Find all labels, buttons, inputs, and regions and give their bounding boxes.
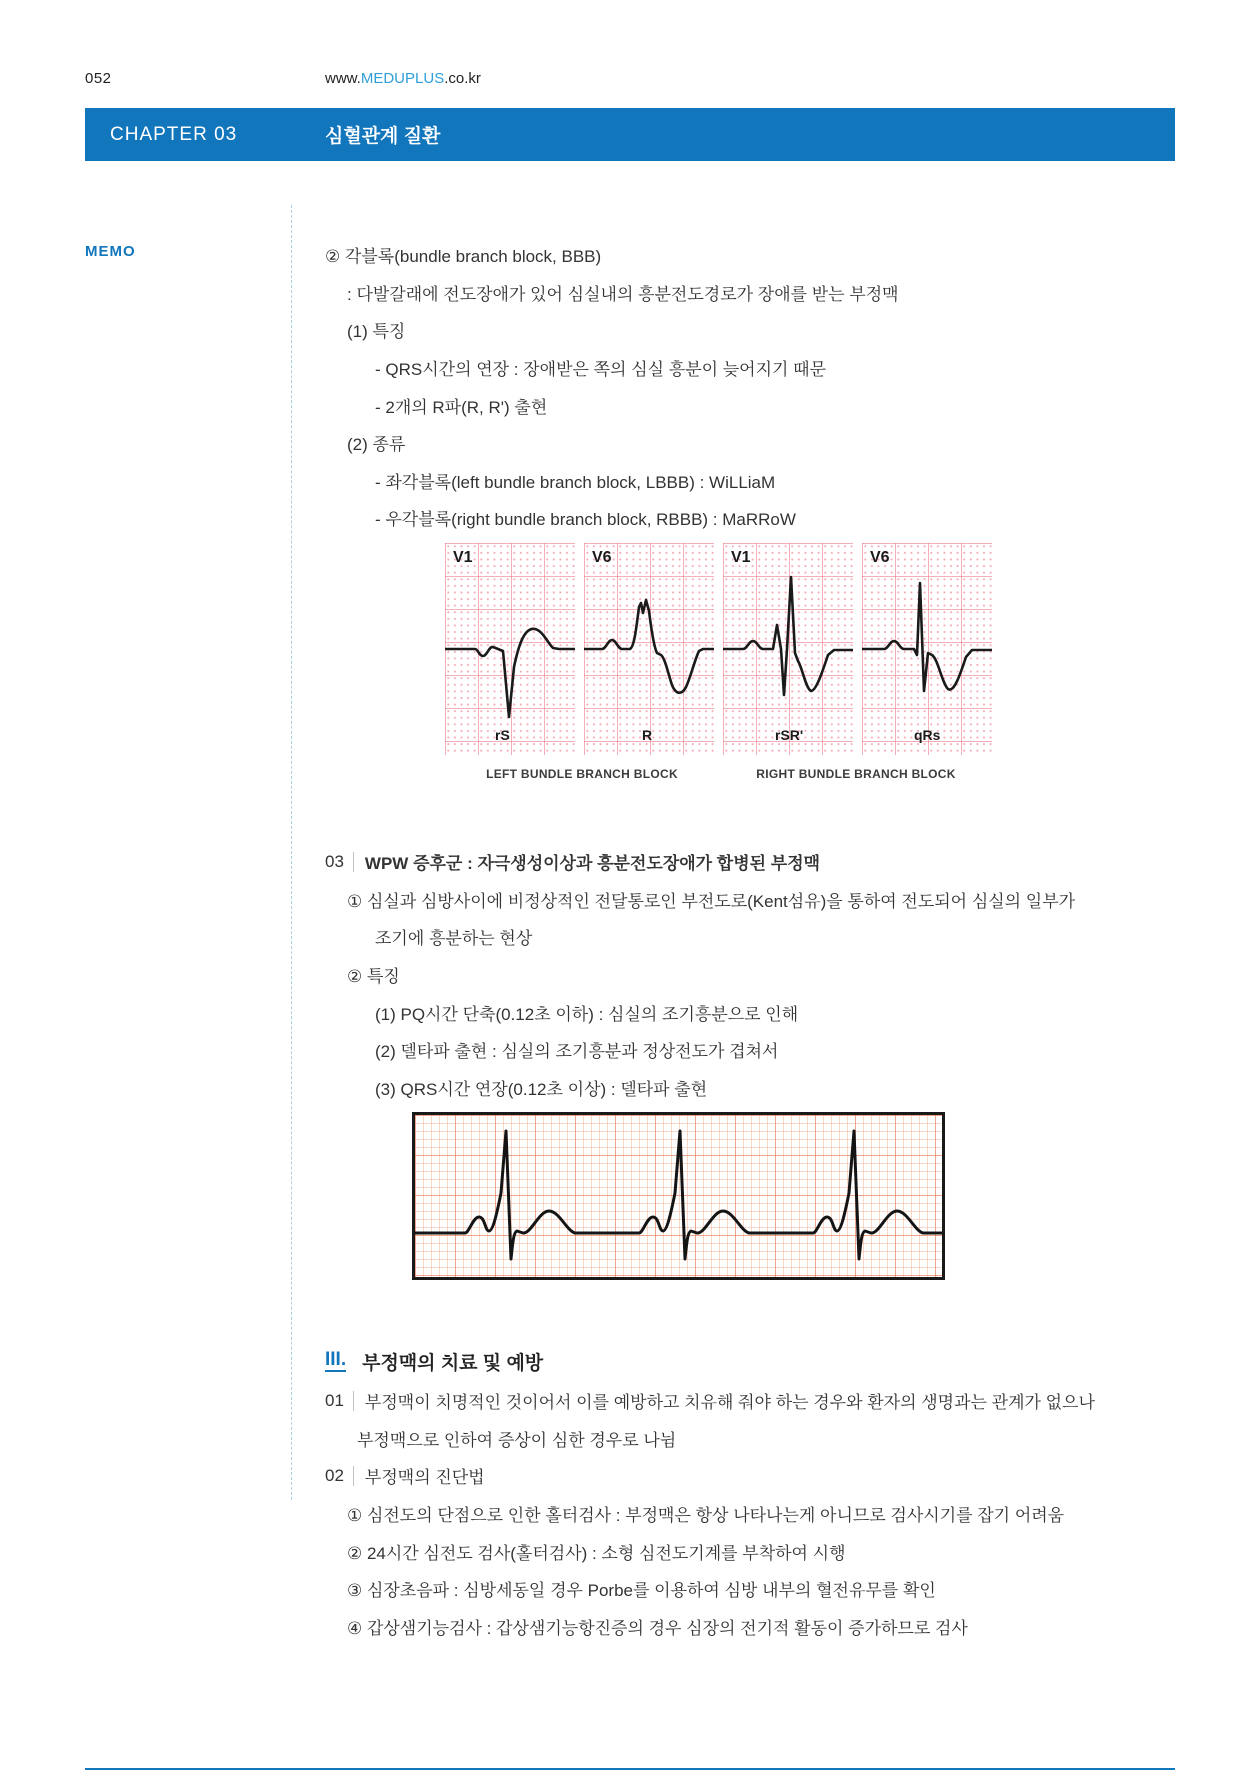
- number-divider: [353, 852, 354, 872]
- memo-divider-line: [291, 205, 292, 1500]
- section-title: 부정맥의 치료 및 예방: [362, 1352, 544, 1374]
- wpw-item-number: 03: [325, 851, 344, 871]
- treatment-section: [325, 1340, 1185, 1645]
- bbb-line: (1) 특징: [347, 322, 406, 342]
- number-divider: [353, 1391, 354, 1411]
- wpw-ecg-strip: [412, 1112, 945, 1280]
- page-number: 052: [85, 70, 112, 87]
- treatment-line: 부정맥으로 인하여 증상이 심한 경우로 나뉨: [357, 1430, 677, 1450]
- wpw-ecg-waveform: [415, 1115, 942, 1277]
- ecg-waveform-r: [584, 543, 714, 755]
- ecg-panel-lbbb-v6: [584, 543, 714, 755]
- caption-right-bundle-branch-block: RIGHT BUNDLE BRANCH BLOCK: [756, 767, 956, 781]
- memo-label: MEMO: [85, 243, 136, 260]
- site-url-suffix: .co.kr: [444, 70, 481, 87]
- ecg-waveform-qrs: [862, 543, 992, 755]
- wpw-line: (3) QRS시간 연장(0.12초 이상) : 델타파 출현: [375, 1079, 708, 1099]
- ecg-waveform-rs: [445, 543, 575, 755]
- ecg-panel-rbbb-v1: [723, 543, 853, 755]
- ecg-lead-label: V1: [453, 549, 473, 566]
- bbb-line: - 2개의 R파(R, R') 출현: [375, 397, 548, 417]
- diagnosis-line: ② 24시간 심전도 검사(홀터검사) : 소형 심전도기계를 부착하여 시행: [347, 1543, 846, 1563]
- site-brand: MEDUPLUS: [360, 70, 445, 87]
- item-number: 01: [325, 1390, 344, 1410]
- treatment-line: 부정맥의 진단법: [364, 1468, 485, 1488]
- wpw-line: (1) PQ시간 단축(0.12초 이하) : 심실의 조기흥분으로 인해: [375, 1004, 799, 1024]
- footer-rule: [85, 1768, 1175, 1770]
- bbb-line: ② 각블록(bundle branch block, BBB): [325, 247, 602, 267]
- chapter-title: 심혈관계 질환: [325, 126, 441, 147]
- section-roman-numeral: III.: [325, 1349, 347, 1371]
- ecg-lead-label: V6: [592, 549, 612, 566]
- ecg-lead-label: V1: [731, 549, 751, 566]
- item-number: 02: [325, 1465, 344, 1485]
- ecg-morphology-label: rS: [495, 727, 510, 743]
- ecg-panel-rbbb-v6: [862, 543, 992, 755]
- ecg-panel-lbbb-v1: [445, 543, 575, 755]
- ecg-morphology-label: rSR': [775, 727, 804, 743]
- site-url: [325, 70, 481, 87]
- ecg-waveform-rsr: [723, 543, 853, 755]
- ecg-morphology-label: R: [642, 727, 653, 743]
- wpw-line: 조기에 흥분하는 현상: [375, 929, 533, 949]
- diagnosis-line: ③ 심장초음파 : 심방세동일 경우 Porbe를 이용하여 심방 내부의 혈전유무를 확인: [347, 1581, 936, 1601]
- ecg-lead-label: V6: [870, 549, 890, 566]
- wpw-heading: WPW 증후군 : 자극생성이상과 흥분전도장애가 합병된 부정맥: [364, 854, 821, 874]
- site-url-prefix: www.: [325, 70, 361, 87]
- bbb-section: [325, 236, 1185, 537]
- bbb-line: - 우각블록(right bundle branch block, RBBB) : MaRRoW: [375, 510, 796, 530]
- wpw-section: [325, 843, 1185, 1106]
- diagnosis-line: ④ 갑상샘기능검사 : 갑상샘기능항진증의 경우 심장의 전기적 활동이 증가하므로 검사: [347, 1618, 968, 1638]
- number-divider: [353, 1466, 354, 1486]
- chapter-label: CHAPTER 03: [110, 123, 238, 145]
- chapter-header-bar: [85, 108, 1175, 161]
- wpw-line: ② 특징: [347, 967, 400, 987]
- wpw-line: ① 심실과 심방사이에 비정상적인 전달통로인 부전도로(Kent섬유)을 통하여 전도되어 심실의 일부가: [347, 891, 1076, 911]
- wpw-line: (2) 델타파 출현 : 심실의 조기흥분과 정상전도가 겹쳐서: [375, 1042, 779, 1062]
- bbb-line: - 좌각블록(left bundle branch block, LBBB) : WiLLiaM: [375, 472, 776, 492]
- bbb-ecg-figure: [445, 543, 993, 781]
- bbb-line: (2) 종류: [347, 435, 406, 455]
- caption-left-bundle-branch-block: LEFT BUNDLE BRANCH BLOCK: [486, 767, 678, 781]
- ecg-morphology-label: qRs: [914, 727, 941, 743]
- bbb-line: : 다발갈래에 전도장애가 있어 심실내의 흥분전도경로가 장애를 받는 부정맥: [347, 284, 899, 304]
- treatment-line: 부정맥이 치명적인 것이어서 이를 예방하고 치유해 줘야 하는 경우와 환자의 생명과는 관계가 없으나: [364, 1393, 1095, 1413]
- bbb-line: - QRS시간의 연장 : 장애받은 쪽의 심실 흥분이 늦어지기 때문: [375, 360, 827, 380]
- diagnosis-line: ① 심전도의 단점으로 인한 홀터검사 : 부정맥은 항상 나타나는게 아니므로 검사시기를 잡기 어려움: [347, 1506, 1065, 1526]
